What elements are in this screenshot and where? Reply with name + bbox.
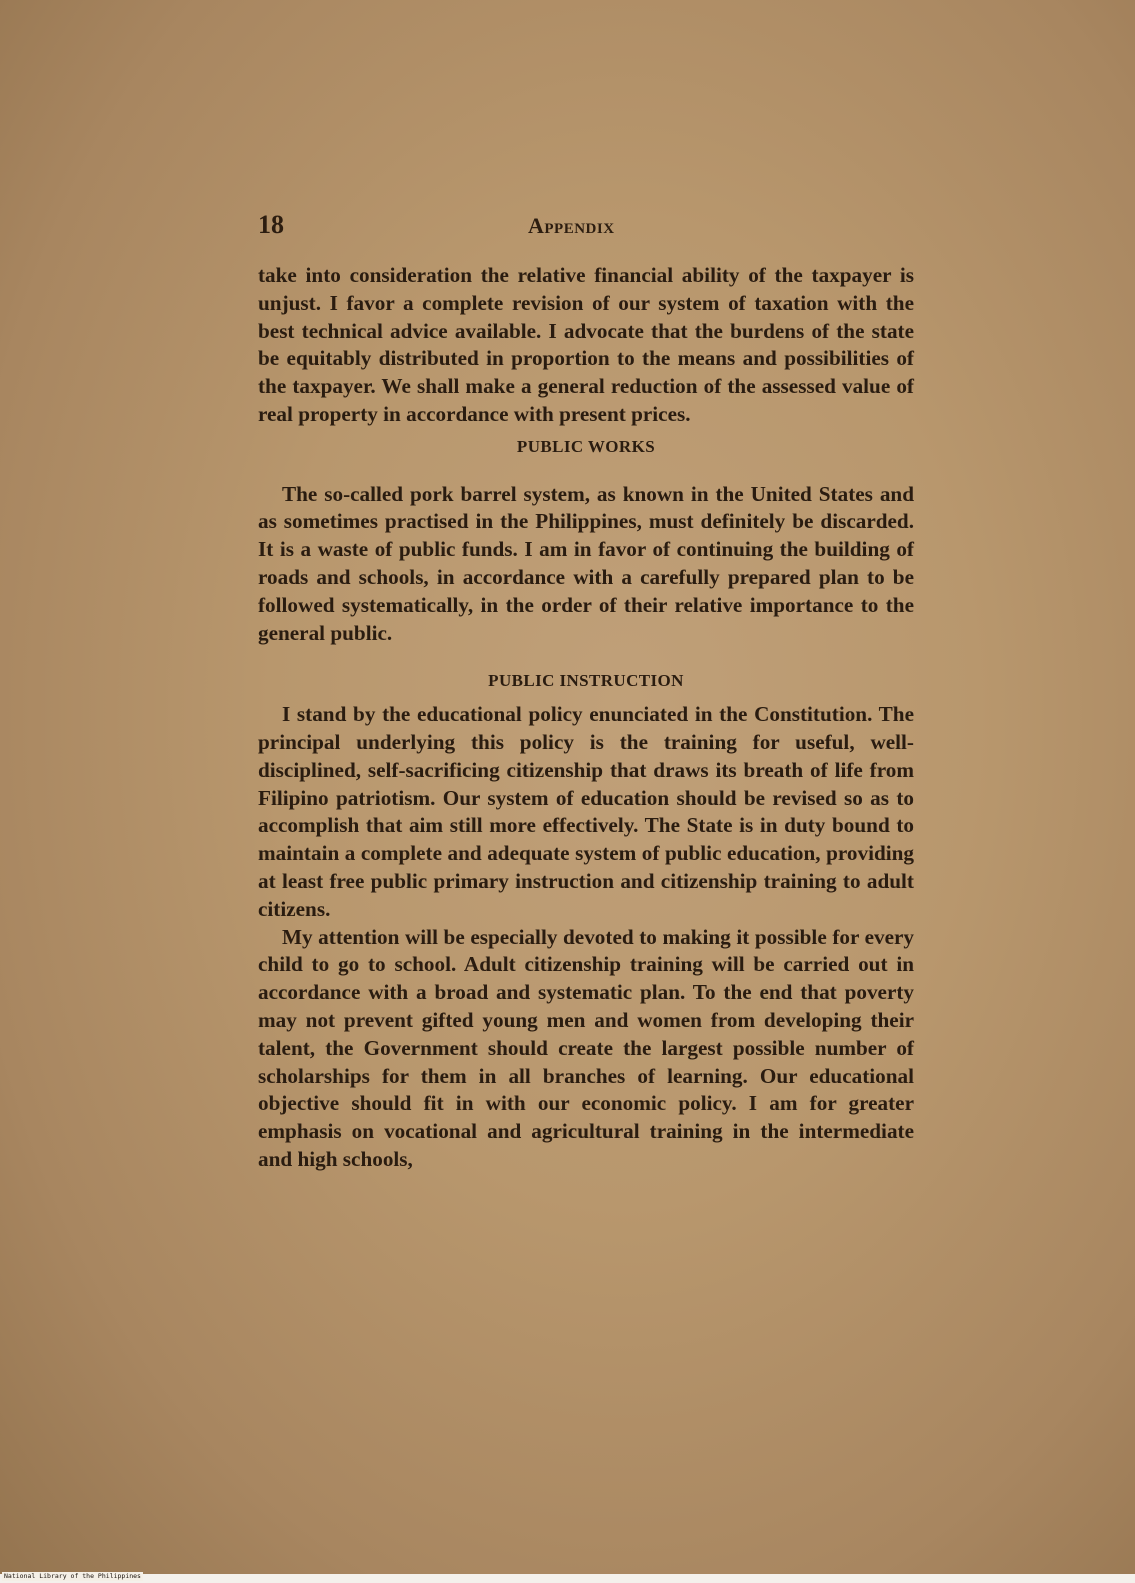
body-text (258, 262, 914, 1174)
section-heading-public-works: PUBLIC WORKS (516, 436, 656, 456)
library-credit: National Library of the Philippines (4, 1572, 141, 1580)
page-number: 18 (258, 210, 284, 239)
page-header (258, 210, 914, 246)
section-heading-public-instruction: PUBLIC INSTRUCTION (488, 671, 684, 691)
paragraph-taxation: take into consideration the relative financial ability of the taxpayer is unjust. I favor a complete revision of our system of taxation with the best technical advice available. I advocate that the burdens of the state be equitably distributed in proportion to the means and possibilities of the taxpayer. We shall make a general reduction of the assessed value of real property in accordance with present prices. (258, 263, 914, 426)
paragraph-public-works: The so-called pork barrel system, as known in the United States and as sometimes practised in the Philippines, must definitely be discarded. It is a waste of public funds. I am in favor of continuing the building of roads and schools, in accordance with a carefully prepared plan to be followed systematically, in the order of their relative importance to the general public. (258, 481, 914, 645)
paragraph-educational-policy: I stand by the educational policy enunciated in the Constitution. The principal underlying this policy is the training for useful, well-disciplined, self-sacrificing citizenship that draws its breath of life from Filipino patriotism. Our system of education should be revised so as to accomplish that aim still more effectively. The State is in duty bound to maintain a complete and adequate system of public education, providing at least free public primary instruction and citizenship training to adult citizens. (258, 702, 914, 921)
scan-bottom-strip (0, 1574, 1135, 1583)
paragraph-school-access: My attention will be especially devoted to making it possible for every child to go to school. Adult citizenship training will be carried out in accordance with a broad and systematic plan. To the end that poverty may not prevent gifted young men and women from developing their talent, the Government should create the largest possible number of scholarships for them in all branches of learning. Our educational objective should fit in with our economic policy. I am for greater emphasis on vocational and agricultural training in the intermediate and high schools, (258, 924, 914, 1171)
running-head: Appendix (528, 213, 615, 238)
